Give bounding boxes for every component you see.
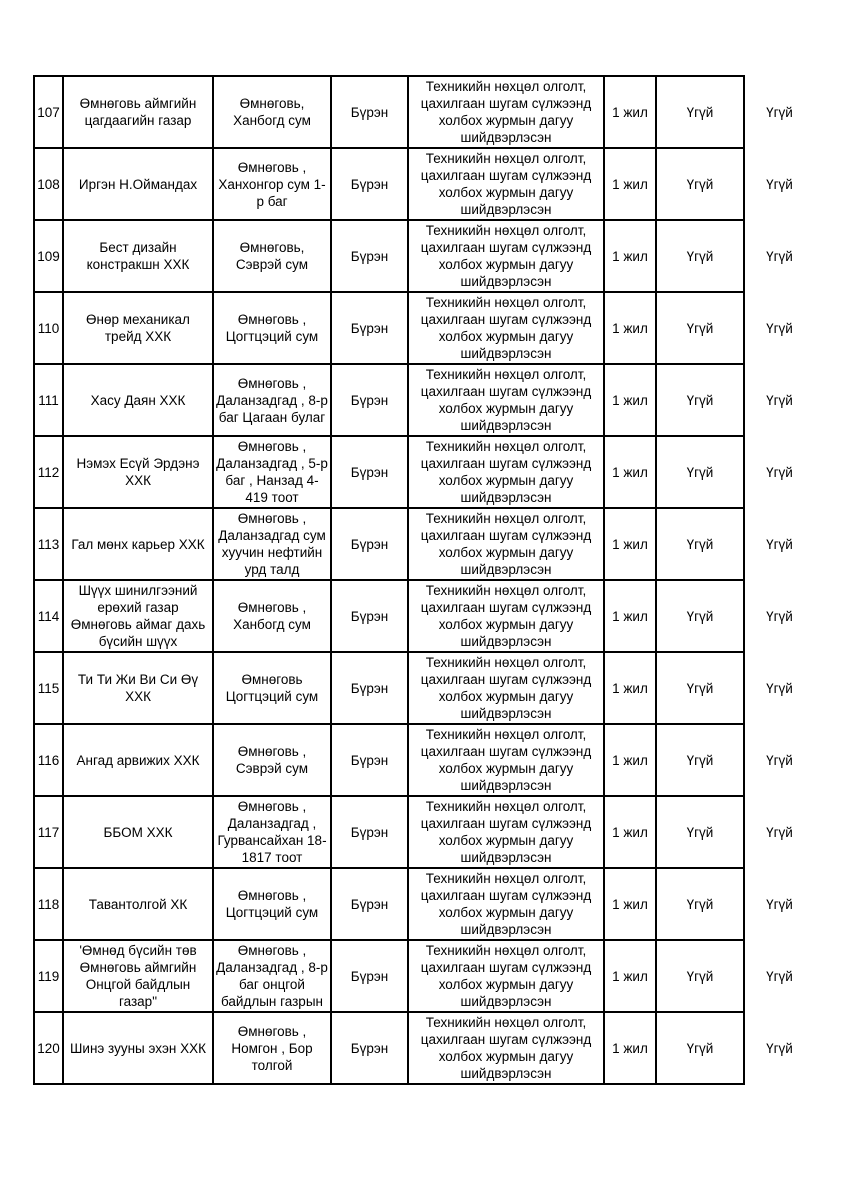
cell-no: 110	[34, 292, 63, 364]
cell-term: 1 жил	[604, 76, 656, 148]
table-row	[34, 580, 814, 652]
cell-q2: Үгүй	[744, 508, 814, 580]
cell-no: 114	[34, 580, 63, 652]
cell-name: Нэмэх Есүй Эрдэнэ ХХК	[63, 436, 213, 508]
cell-term: 1 жил	[604, 796, 656, 868]
cell-location: Өмнөговь , Цогтцэций сум	[213, 292, 331, 364]
cell-location: Өмнөговь , Даланзадгад , 8-р баг онцгой байдлын газрын	[213, 940, 331, 1012]
table-row	[34, 508, 814, 580]
cell-status: Бүрэн	[331, 796, 408, 868]
cell-no: 115	[34, 652, 63, 724]
cell-q1: Үгүй	[656, 796, 744, 868]
table-row	[34, 436, 814, 508]
cell-no: 117	[34, 796, 63, 868]
cell-no: 113	[34, 508, 63, 580]
cell-location: Өмнөговь Цогтцэций сум	[213, 652, 331, 724]
cell-term: 1 жил	[604, 1012, 656, 1084]
cell-status: Бүрэн	[331, 292, 408, 364]
cell-q2: Үгүй	[744, 292, 814, 364]
cell-q1: Үгүй	[656, 868, 744, 940]
cell-q1: Үгүй	[656, 364, 744, 436]
cell-name: Бест дизайн констракшн ХХК	[63, 220, 213, 292]
cell-q2: Үгүй	[744, 364, 814, 436]
table-row	[34, 1012, 814, 1084]
cell-term: 1 жил	[604, 508, 656, 580]
cell-status: Бүрэн	[331, 508, 408, 580]
cell-q1: Үгүй	[656, 220, 744, 292]
cell-q2: Үгүй	[744, 868, 814, 940]
cell-no: 108	[34, 148, 63, 220]
cell-resolution: Техникийн нөхцөл олголт, цахилгаан шугам сүлжээнд холбох журмын дагуу шийдвэрлэсэн	[408, 364, 604, 436]
cell-status: Бүрэн	[331, 580, 408, 652]
cell-q2: Үгүй	[744, 652, 814, 724]
cell-location: Өмнөговь , Ханхонгор сум 1-р баг	[213, 148, 331, 220]
cell-location: Өмнөговь , Сэврэй сум	[213, 724, 331, 796]
table-row	[34, 796, 814, 868]
cell-name: Гал мөнх карьер ХХК	[63, 508, 213, 580]
table-row	[34, 652, 814, 724]
cell-name: ББОМ ХХК	[63, 796, 213, 868]
cell-resolution: Техникийн нөхцөл олголт, цахилгаан шугам сүлжээнд холбох журмын дагуу шийдвэрлэсэн	[408, 292, 604, 364]
cell-status: Бүрэн	[331, 868, 408, 940]
cell-location: Өмнөговь , Номгон , Бор толгой	[213, 1012, 331, 1084]
table-row	[34, 292, 814, 364]
table-body	[34, 76, 814, 1084]
cell-term: 1 жил	[604, 724, 656, 796]
cell-status: Бүрэн	[331, 724, 408, 796]
cell-location: Өмнөговь , Цогтцэций сум	[213, 868, 331, 940]
cell-resolution: Техникийн нөхцөл олголт, цахилгаан шугам сүлжээнд холбох журмын дагуу шийдвэрлэсэн	[408, 868, 604, 940]
cell-no: 120	[34, 1012, 63, 1084]
cell-name: Шүүх шинилгээний ерөхий газар Өмнөговь аймаг дахь бүсийн шүүх	[63, 580, 213, 652]
cell-resolution: Техникийн нөхцөл олголт, цахилгаан шугам сүлжээнд холбох журмын дагуу шийдвэрлэсэн	[408, 436, 604, 508]
cell-location: Өмнөговь , Даланзадгад , 5-р баг , Нанзад 4-419 тоот	[213, 436, 331, 508]
cell-no: 118	[34, 868, 63, 940]
cell-q1: Үгүй	[656, 436, 744, 508]
table-row	[34, 940, 814, 1012]
cell-q2: Үгүй	[744, 1012, 814, 1084]
table-row	[34, 868, 814, 940]
cell-q2: Үгүй	[744, 796, 814, 868]
cell-resolution: Техникийн нөхцөл олголт, цахилгаан шугам сүлжээнд холбох журмын дагуу шийдвэрлэсэн	[408, 580, 604, 652]
cell-q2: Үгүй	[744, 580, 814, 652]
cell-q1: Үгүй	[656, 1012, 744, 1084]
cell-resolution: Техникийн нөхцөл олголт, цахилгаан шугам сүлжээнд холбох журмын дагуу шийдвэрлэсэн	[408, 796, 604, 868]
cell-q1: Үгүй	[656, 580, 744, 652]
cell-resolution: Техникийн нөхцөл олголт, цахилгаан шугам сүлжээнд холбох журмын дагуу шийдвэрлэсэн	[408, 508, 604, 580]
cell-term: 1 жил	[604, 292, 656, 364]
cell-q1: Үгүй	[656, 508, 744, 580]
cell-q2: Үгүй	[744, 436, 814, 508]
cell-term: 1 жил	[604, 148, 656, 220]
cell-q2: Үгүй	[744, 76, 814, 148]
cell-resolution: Техникийн нөхцөл олголт, цахилгаан шугам сүлжээнд холбох журмын дагуу шийдвэрлэсэн	[408, 940, 604, 1012]
cell-status: Бүрэн	[331, 220, 408, 292]
cell-name: Ангад арвижих ХХК	[63, 724, 213, 796]
cell-term: 1 жил	[604, 940, 656, 1012]
registry-table	[33, 75, 814, 1085]
table-row	[34, 148, 814, 220]
cell-name: Ти Ти Жи Ви Си Өү ХХК	[63, 652, 213, 724]
cell-status: Бүрэн	[331, 364, 408, 436]
cell-status: Бүрэн	[331, 1012, 408, 1084]
table-row	[34, 220, 814, 292]
cell-status: Бүрэн	[331, 940, 408, 1012]
cell-name: Тавантолгой ХК	[63, 868, 213, 940]
cell-q1: Үгүй	[656, 148, 744, 220]
cell-q2: Үгүй	[744, 148, 814, 220]
cell-term: 1 жил	[604, 436, 656, 508]
cell-term: 1 жил	[604, 220, 656, 292]
cell-q1: Үгүй	[656, 76, 744, 148]
cell-status: Бүрэн	[331, 652, 408, 724]
table-row	[34, 364, 814, 436]
cell-name: 'Өмнөд бүсийн төв Өмнөговь аймгийн Онцгой байдлын газар"	[63, 940, 213, 1012]
cell-q1: Үгүй	[656, 292, 744, 364]
cell-resolution: Техникийн нөхцөл олголт, цахилгаан шугам сүлжээнд холбох журмын дагуу шийдвэрлэсэн	[408, 652, 604, 724]
cell-location: Өмнөговь , Ханбогд сум	[213, 580, 331, 652]
cell-location: Өмнөговь, Сэврэй сум	[213, 220, 331, 292]
cell-location: Өмнөговь , Даланзадгад , 8-р баг Цагаан булаг	[213, 364, 331, 436]
cell-no: 116	[34, 724, 63, 796]
table-row	[34, 724, 814, 796]
cell-resolution: Техникийн нөхцөл олголт, цахилгаан шугам сүлжээнд холбох журмын дагуу шийдвэрлэсэн	[408, 220, 604, 292]
cell-location: Өмнөговь , Даланзадгад , Гурвансайхан 18-1817 тоот	[213, 796, 331, 868]
cell-name: Шинэ зууны эхэн ХХК	[63, 1012, 213, 1084]
cell-q2: Үгүй	[744, 940, 814, 1012]
cell-q2: Үгүй	[744, 724, 814, 796]
cell-no: 112	[34, 436, 63, 508]
cell-resolution: Техникийн нөхцөл олголт, цахилгаан шугам сүлжээнд холбох журмын дагуу шийдвэрлэсэн	[408, 1012, 604, 1084]
cell-term: 1 жил	[604, 868, 656, 940]
cell-q1: Үгүй	[656, 724, 744, 796]
cell-status: Бүрэн	[331, 76, 408, 148]
cell-no: 109	[34, 220, 63, 292]
cell-name: Өнөр механикал трейд ХХК	[63, 292, 213, 364]
cell-term: 1 жил	[604, 364, 656, 436]
cell-name: Өмнөговь аймгийн цагдаагийн газар	[63, 76, 213, 148]
cell-resolution: Техникийн нөхцөл олголт, цахилгаан шугам сүлжээнд холбох журмын дагуу шийдвэрлэсэн	[408, 724, 604, 796]
cell-status: Бүрэн	[331, 436, 408, 508]
cell-name: Иргэн Н.Оймандах	[63, 148, 213, 220]
cell-q2: Үгүй	[744, 220, 814, 292]
cell-status: Бүрэн	[331, 148, 408, 220]
cell-no: 107	[34, 76, 63, 148]
cell-term: 1 жил	[604, 580, 656, 652]
table-row	[34, 76, 814, 148]
cell-q1: Үгүй	[656, 652, 744, 724]
cell-resolution: Техникийн нөхцөл олголт, цахилгаан шугам сүлжээнд холбох журмын дагуу шийдвэрлэсэн	[408, 76, 604, 148]
cell-q1: Үгүй	[656, 940, 744, 1012]
cell-resolution: Техникийн нөхцөл олголт, цахилгаан шугам сүлжээнд холбох журмын дагуу шийдвэрлэсэн	[408, 148, 604, 220]
cell-no: 111	[34, 364, 63, 436]
cell-term: 1 жил	[604, 652, 656, 724]
cell-no: 119	[34, 940, 63, 1012]
cell-location: Өмнөговь, Ханбогд сум	[213, 76, 331, 148]
cell-name: Хасу Даян ХХК	[63, 364, 213, 436]
cell-location: Өмнөговь , Даланзадгад сум хуучин нефтийн урд талд	[213, 508, 331, 580]
